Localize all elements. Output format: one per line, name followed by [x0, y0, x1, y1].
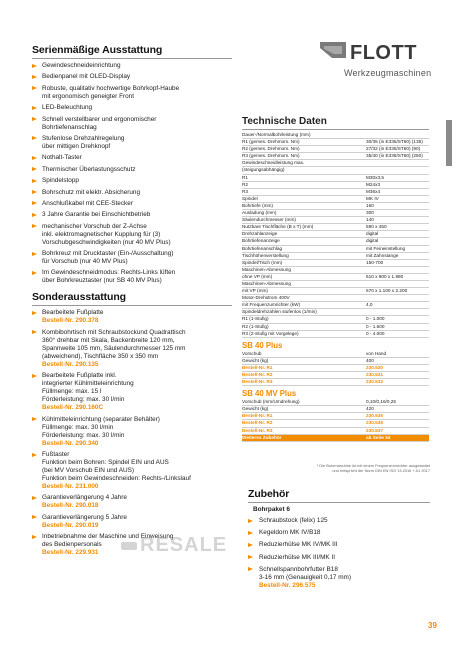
bullet-arrow-icon	[32, 106, 37, 110]
table-cell-label: R2 (gemes. Drehmom. Nm)	[242, 146, 300, 152]
table-row	[242, 379, 429, 386]
table-cell-label: Säulendurchmesser (mm)	[242, 217, 296, 223]
list-item	[32, 223, 232, 247]
bullet-arrow-icon	[32, 179, 37, 183]
technical-data-heading: Technische Daten	[242, 116, 429, 130]
list-item	[248, 529, 428, 537]
list-item	[32, 250, 232, 266]
item-text: Bohrkreuz mit Drucktaster (Ein-/Ausschaltung) für Vorschub (nur 40 MV Plus)	[42, 250, 174, 266]
table-cell-value: 150-700	[366, 259, 384, 265]
bullet-arrow-icon	[248, 567, 253, 571]
list-item	[248, 566, 428, 590]
bullet-arrow-icon	[32, 252, 37, 256]
more-accessories-row	[242, 435, 429, 442]
table-cell-label: Gewicht (kg)	[242, 357, 269, 363]
table-cell-value: 35/40 (in E335/ST60) (260)	[366, 153, 423, 159]
list-item	[248, 541, 428, 549]
table-row	[242, 182, 429, 189]
table-cell-label: R3 (2-Stufig mit Vorgelege)	[242, 330, 299, 336]
technical-footnote: * Die Bohrmaschine ist mit einem Frequenzumrichter ausgestattet und entspricht der Norm DIN EN ISO 13.2016 + A1 2017	[316, 463, 430, 473]
bullet-arrow-icon	[32, 190, 37, 194]
order-number: Bestell-Nr. 231.000	[42, 483, 99, 491]
list-item	[248, 554, 428, 562]
order-number: Bestell-Nr. 290.378	[42, 317, 99, 325]
special-equipment-list	[32, 309, 232, 557]
bullet-arrow-icon	[32, 75, 37, 79]
list-item	[32, 154, 232, 162]
table-cell-label: Bestell-Nr. R1	[242, 413, 273, 419]
side-tab-marker	[446, 120, 452, 166]
table-cell-label: R1	[242, 174, 248, 180]
table-row	[242, 316, 429, 323]
list-item	[32, 85, 232, 101]
table-cell-label: Spindel	[242, 195, 258, 201]
list-item	[32, 211, 232, 219]
table-cell-value	[366, 132, 429, 138]
item-text: Spindelstopp	[42, 177, 79, 185]
item-text: Garantieverlängerung 5 Jahre	[42, 513, 127, 521]
table-cell-label: R2	[242, 181, 248, 187]
table-cell-label: Bestell-Nr. R2	[242, 420, 273, 426]
list-item	[32, 269, 232, 285]
table-cell-label: Maschinen-Abmessung	[242, 266, 291, 272]
order-number: Bestell-Nr. 290.160C	[42, 404, 104, 412]
bullet-arrow-icon	[32, 417, 37, 421]
table-cell-label: R1 (gemes. Drehmom. Nm)	[242, 139, 300, 145]
order-number: Bestell-Nr. 229.931	[42, 549, 99, 557]
list-item	[32, 104, 232, 112]
table-row	[242, 217, 429, 224]
list-item	[32, 514, 232, 530]
table-cell-value: MK IV	[366, 195, 379, 201]
table-cell-label: Gewindeschneidleistung max.	[242, 160, 305, 166]
table-cell-value: 230.531	[366, 372, 383, 377]
list-item	[32, 135, 232, 151]
table-cell-label: R2 (1-Stufig)	[242, 323, 269, 329]
order-number: Bestell-Nr. 290.018	[42, 502, 99, 510]
table-cell-value: 27/32 (in E335/ST60) (90)	[366, 146, 421, 152]
bullet-arrow-icon	[248, 531, 253, 535]
table-row	[242, 253, 429, 260]
table-row	[242, 167, 429, 174]
list-item	[248, 517, 428, 525]
table-row	[242, 246, 429, 253]
table-row	[242, 309, 429, 316]
table-row	[242, 231, 429, 238]
table-cell-label: Bestell-Nr. R3	[242, 379, 273, 385]
item-text: Bearbeitete Fußplatte	[42, 309, 104, 317]
table-row	[242, 288, 429, 295]
table-cell-label: (steigungsabhängig)	[242, 167, 285, 173]
item-text: Robuste, qualitativ hochwertige Bohrkopf-Haube mit ergonomisch geneigter Front	[42, 84, 180, 100]
item-text: Inbetriebnahme der Maschine und Einweisung des Bedienpersonals	[42, 533, 174, 549]
table-row	[242, 238, 429, 245]
table-cell-label: Spindel/Tisch (mm)	[242, 259, 283, 265]
table-cell-value: digital	[366, 231, 379, 237]
table-cell-value: 0 - 1.600	[366, 323, 385, 329]
list-item	[32, 416, 232, 448]
order-number: Bestell-Nr. 296.575	[259, 581, 316, 589]
table-row	[242, 324, 429, 331]
item-text: Stufenlose Drehzahlregelung über mittigen Drehknopf	[42, 134, 125, 150]
item-text: Anschlußkabel mit CEE-Stecker	[42, 199, 133, 207]
table-row	[242, 267, 429, 274]
table-cell-label: Nutzbare Tischfläche (B x T) (mm)	[242, 224, 314, 230]
item-text: Schnell verstellbarer und ergonomischer Bohrtiefenanschlag	[42, 115, 157, 131]
item-text: Gewindeschneideinrichtung	[42, 62, 121, 69]
brand-tagline: Werkzeugmaschinen	[344, 68, 432, 78]
table-row	[242, 203, 429, 210]
table-cell-value: 160	[366, 202, 374, 208]
bullet-arrow-icon	[32, 311, 37, 315]
sb40-mv-plus-heading: SB 40 MV Plus	[242, 389, 297, 399]
table-row	[242, 420, 429, 427]
table-cell-value: 0 - 4.000	[366, 330, 385, 336]
list-item	[32, 329, 232, 369]
table-cell-value: 230.530	[366, 364, 383, 370]
table-cell-label: mit Frequenzumrichter (kW)	[242, 302, 301, 308]
bullet-arrow-icon	[32, 496, 37, 500]
table-cell-label: Bestell-Nr. R1	[242, 364, 273, 370]
table-cell-label: mit VP (mm)	[242, 288, 268, 294]
table-cell-label: Spindeldrehzahlen stufenlos (1/min)	[242, 309, 317, 315]
bullet-arrow-icon	[32, 117, 37, 121]
list-item	[32, 309, 232, 325]
flott-logo-mark-icon	[318, 40, 348, 60]
table-row	[242, 351, 429, 358]
item-text: Reduzierhülse MK IV/MK III	[259, 541, 338, 549]
resale-watermark	[120, 534, 227, 557]
list-item	[32, 372, 232, 412]
table-cell-value	[366, 309, 429, 315]
item-text: Im Gewindeschneidmodus: Rechts-Links lüften über Bohrkreuztaster (nur SB 40 MV Plus)	[42, 269, 176, 285]
item-text: Kühlmitteleinrichtung (separater Behälter) Füllmenge: max. 30 l/min Förderleistung: max. 30 l/min	[42, 415, 160, 439]
table-row	[242, 146, 429, 153]
bullet-arrow-icon	[32, 86, 37, 90]
table-cell-label: Motor-Drehstrom 400V	[242, 295, 290, 301]
table-row	[242, 139, 429, 146]
bullet-arrow-icon	[248, 519, 253, 523]
table-cell-label: Ausladung (mm)	[242, 210, 277, 216]
table-cell-value: 590 x 450	[366, 224, 387, 230]
table-row	[242, 132, 429, 139]
item-text: Schnellspannbohrfutter B18 3-16 mm (Genauigkeit 0,17 mm)	[259, 565, 351, 581]
sb40-plus-table	[242, 351, 429, 386]
table-cell-label: Dauer-/Normalbohrleistung (mm)	[242, 132, 311, 137]
table-cell-value: 420	[366, 406, 374, 412]
table-cell-value: M24x3	[366, 181, 381, 187]
item-text: Nothalt-Taster	[42, 154, 82, 162]
accessories-heading: Zubehör	[248, 488, 430, 503]
table-cell-label: Vorschub (mm/Umdrehung)	[242, 399, 300, 405]
special-equipment-heading: Sonderausstattung	[32, 291, 232, 306]
item-text: Schraubstock (felix) 125	[259, 517, 328, 524]
item-text: 3 Jahre Garantie bei Einschichtbetrieb	[42, 211, 151, 219]
table-cell-label: Bohrtiefenanschlag	[242, 245, 283, 251]
bullet-arrow-icon	[32, 535, 37, 539]
table-cell-value: 230.537	[366, 427, 383, 433]
table-cell-value: M36x4	[366, 188, 381, 194]
bullet-arrow-icon	[32, 271, 37, 275]
table-row	[242, 260, 429, 267]
table-cell-label: Tischhöhenverstellung	[242, 252, 289, 258]
table-row	[242, 274, 429, 281]
table-cell-label: Maschinen-Abmessung	[242, 280, 291, 286]
table-cell-value: 400	[366, 357, 374, 363]
table-row	[242, 189, 429, 196]
item-text: Kegeldorn MK IV/B18	[259, 529, 321, 537]
table-row	[242, 175, 429, 182]
bullet-arrow-icon	[32, 156, 37, 160]
table-cell-value: 4,0	[366, 302, 373, 308]
sb40-plus-heading: SB 40 Plus	[242, 340, 283, 350]
table-row	[242, 372, 429, 379]
drill-package-title: Bohrpaket 6	[253, 506, 290, 513]
table-cell-value: 230.532	[366, 379, 383, 385]
table-cell-label: R3	[242, 188, 248, 194]
resale-watermark-icon	[120, 539, 138, 553]
table-cell-label: R1 (1-Stufig)	[242, 316, 269, 322]
table-row	[242, 295, 429, 302]
bullet-arrow-icon	[32, 167, 37, 171]
table-row	[242, 413, 429, 420]
bullet-arrow-icon	[32, 136, 37, 140]
table-cell-label: Bestell-Nr. R3	[242, 427, 273, 433]
order-number: Bestell-Nr. 290.019	[42, 521, 99, 529]
table-cell-value: mit Zahnstange	[366, 252, 399, 258]
item-text: Garantieverlängerung 4 Jahre	[42, 494, 127, 502]
list-item	[32, 116, 232, 132]
order-number: Bestell-Nr. 290.135	[42, 360, 99, 368]
bullet-arrow-icon	[32, 213, 37, 217]
standard-equipment-heading: Serienmäßige Ausstattung	[32, 44, 232, 59]
item-text: Kombibohrtisch mit Schraubstockund Quadrattisch 360° drehbar mit Skala, Backenbreite 120 mm, Spannweite 105 mm, Säulendurchmesser 125 mm (abweichend), Tischfläche 350 x 350 mm	[42, 328, 186, 360]
bullet-arrow-icon	[32, 201, 37, 205]
list-item	[32, 62, 232, 70]
table-row	[242, 365, 429, 372]
bullet-arrow-icon	[32, 515, 37, 519]
item-text: Fußtaster Funktion beim Bohren: Spindel EIN und AUS (bei MV Vorschub EIN und AUS) Funktion beim Gewindeschneiden: Rechts-/Linkslauf	[42, 451, 191, 483]
table-cell-value: mit Feineinstellung	[366, 245, 406, 251]
table-cell-value: von Hand	[366, 350, 387, 356]
technical-data-table	[242, 132, 429, 338]
order-number: Bestell-Nr. 290.340	[42, 439, 99, 447]
list-item	[32, 451, 232, 491]
item-text: Reduzierhülse MK III/MK II	[259, 553, 336, 561]
table-row	[242, 224, 429, 231]
bullet-arrow-icon	[32, 330, 37, 334]
table-cell-label: Vorschub	[242, 350, 262, 356]
bullet-arrow-icon	[32, 453, 37, 457]
table-cell-value: digital	[366, 238, 379, 244]
bullet-arrow-icon	[32, 64, 37, 68]
table-cell-value	[366, 160, 429, 166]
table-cell-label: ohne VP (mm)	[242, 273, 273, 279]
table-cell-value: 0 - 1.000	[366, 316, 385, 322]
more-accessories-page: ab Seite 64	[366, 434, 391, 440]
table-row	[242, 399, 429, 406]
list-item	[32, 166, 232, 174]
list-item	[32, 494, 232, 510]
item-text: mechanischer Vorschub der Z-Achse inkl. elektromagnetischer Kupplung für (3) Vorschubgeschwindigkeiten (nur 40 MV Plus)	[42, 222, 171, 246]
table-cell-value	[366, 167, 429, 173]
table-row	[242, 281, 429, 288]
table-cell-value: 610 x 900 x 1.980	[366, 273, 404, 279]
left-column	[32, 44, 232, 561]
table-row	[242, 331, 429, 338]
table-cell-value: 30/35 (in E335/ST60) (135)	[366, 139, 423, 145]
watermark-text: RESALE	[140, 534, 228, 556]
table-cell-label: R3 (gemes. Drehmom. Nm)	[242, 153, 300, 159]
table-cell-value: M30x3,5	[366, 174, 384, 180]
item-text: Bearbeitete Fußplatte inkl. integrierter Kühlmitteleinrichtung Füllmenge: max. 15 l Förderleistung: max. 30 l/min	[42, 372, 134, 404]
table-cell-value	[366, 267, 429, 273]
table-cell-label: Bohrtiefenanzeige	[242, 238, 280, 244]
table-cell-value: 300	[366, 210, 374, 216]
standard-equipment-list	[32, 62, 232, 285]
page-number: 39	[428, 621, 437, 630]
item-text: Bedienpanel mit OLED-Display	[42, 73, 131, 81]
table-row	[242, 153, 429, 160]
table-row	[242, 358, 429, 365]
accessories-section	[248, 488, 428, 594]
list-item	[32, 73, 232, 81]
brand-name: FLOTT	[350, 42, 417, 64]
technical-data-section	[242, 116, 429, 442]
table-cell-label: Bohrtiefe (mm)	[242, 202, 273, 208]
accessories-list	[248, 517, 428, 590]
bullet-arrow-icon	[248, 543, 253, 547]
table-row	[242, 196, 429, 203]
list-item	[32, 177, 232, 185]
item-text: Thermischer Überlastungsschutz	[42, 165, 136, 173]
table-row	[242, 428, 429, 435]
table-row	[242, 302, 429, 309]
table-cell-value: 140	[366, 217, 374, 223]
table-cell-label: Bestell-Nr. R2	[242, 372, 273, 377]
sb40-mv-plus-table	[242, 399, 429, 434]
bullet-arrow-icon	[32, 374, 37, 378]
bullet-arrow-icon	[248, 555, 253, 559]
more-accessories-label: Weiteres Zubehör	[242, 434, 282, 440]
table-cell-value: 670 x 1.100 x 2.200	[366, 288, 408, 294]
table-cell-label: Drehzahlanzeige	[242, 231, 278, 237]
list-item	[32, 200, 232, 208]
table-cell-value: 0,10/0,16/0,25	[366, 399, 396, 405]
item-text: Bohrschutz mit elektr. Absicherung	[42, 188, 141, 196]
table-row	[242, 210, 429, 217]
item-text: LED-Beleuchtung	[42, 104, 93, 112]
list-item	[32, 189, 232, 197]
table-row	[242, 160, 429, 167]
table-cell-value	[366, 281, 429, 287]
table-cell-value	[366, 295, 429, 301]
table-row	[242, 406, 429, 413]
flott-logo	[318, 40, 432, 86]
table-cell-value: 230.535	[366, 413, 383, 419]
table-cell-label: Gewicht (kg)	[242, 406, 269, 412]
table-cell-value: 230.536	[366, 420, 383, 426]
bullet-arrow-icon	[32, 224, 37, 228]
